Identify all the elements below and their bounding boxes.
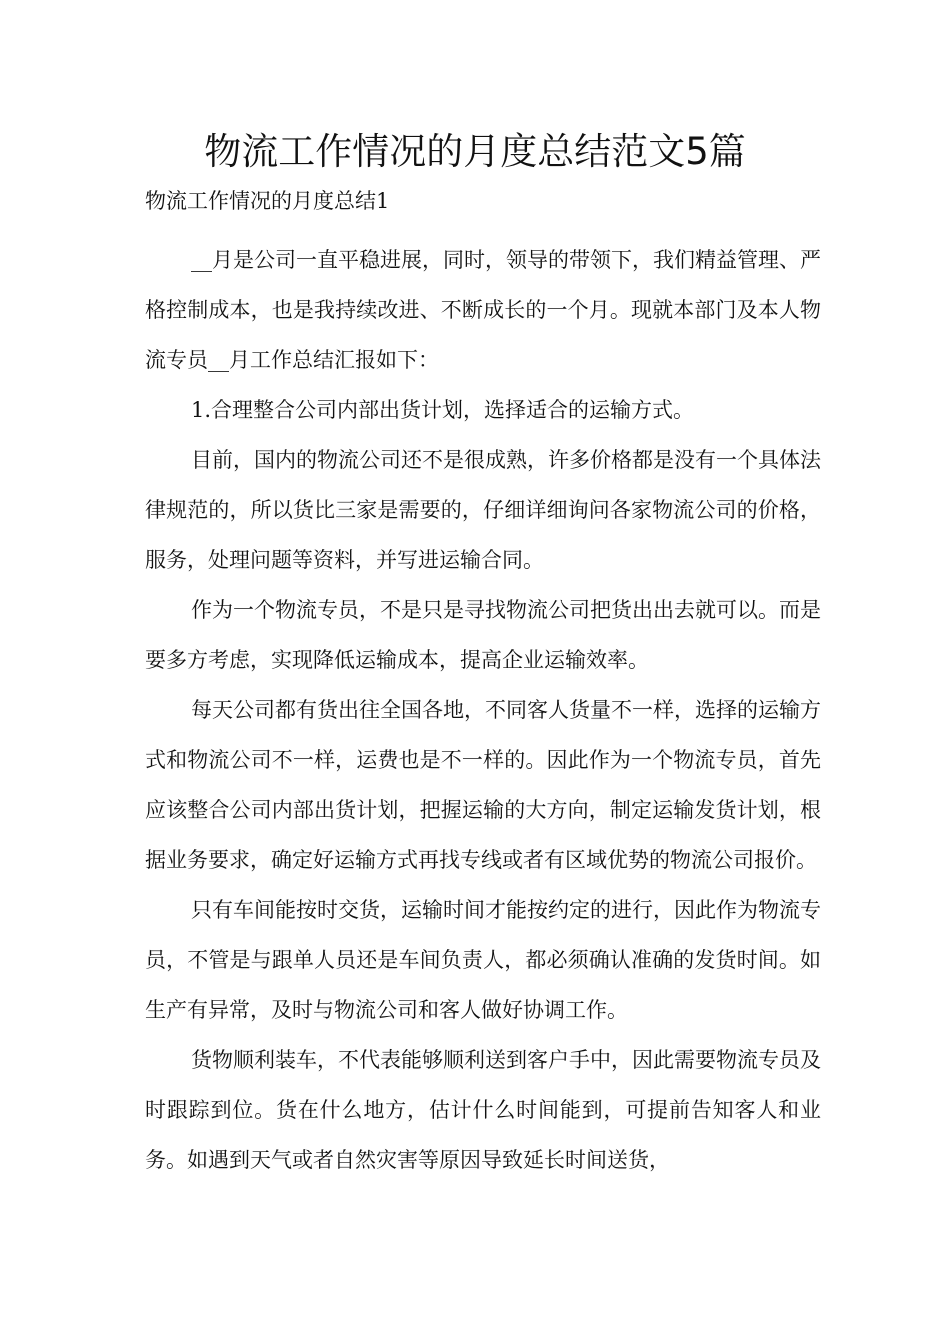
paragraph: 作为一个物流专员，不是只是寻找物流公司把货出出去就可以。而是要多方考虑，实现降低运输成本，提高企业运输效率。 [145, 598, 821, 672]
paragraph: 目前，国内的物流公司还不是很成熟，许多价格都是没有一个具体法律规范的，所以货比三家是需要的，仔细详细询问各家物流公司的价格，服务，处理问题等资料，并写进运输合同。 [145, 448, 821, 572]
paragraph: 只有车间能按时交货，运输时间才能按约定的进行，因此作为物流专员，不管是与跟单人员还是车间负责人，都必须确认准确的发货时间。如生产有异常，及时与物流公司和客人做好协调工作。 [145, 898, 821, 1022]
document-body [145, 235, 821, 1185]
document-title: 物流工作情况的月度总结范文5篇 [204, 130, 746, 173]
paragraph: __月是公司一直平稳进展，同时，领导的带领下，我们精益管理、严格控制成本，也是我持续改进、不断成长的一个月。现就本部门及本人物流专员__月工作总结汇报如下： [145, 248, 821, 372]
section-heading: 物流工作情况的月度总结1 [145, 189, 390, 213]
paragraph: 货物顺利装车，不代表能够顺利送到客户手中，因此需要物流专员及时跟踪到位。货在什么地方，估计什么时间能到，可提前告知客人和业务。如遇到天气或者自然灾害等原因导致延长时间送货， [145, 1048, 821, 1172]
paragraph: 1.合理整合公司内部出货计划，选择适合的运输方式。 [191, 398, 695, 422]
paragraph: 每天公司都有货出往全国各地，不同客人货量不一样，选择的运输方式和物流公司不一样，运费也是不一样的。因此作为一个物流专员，首先应该整合公司内部出货计划，把握运输的大方向，制定运输发货计划，根据业务要求，确定好运输方式再找专线或者有区域优势的物流公司报价。 [145, 698, 821, 872]
